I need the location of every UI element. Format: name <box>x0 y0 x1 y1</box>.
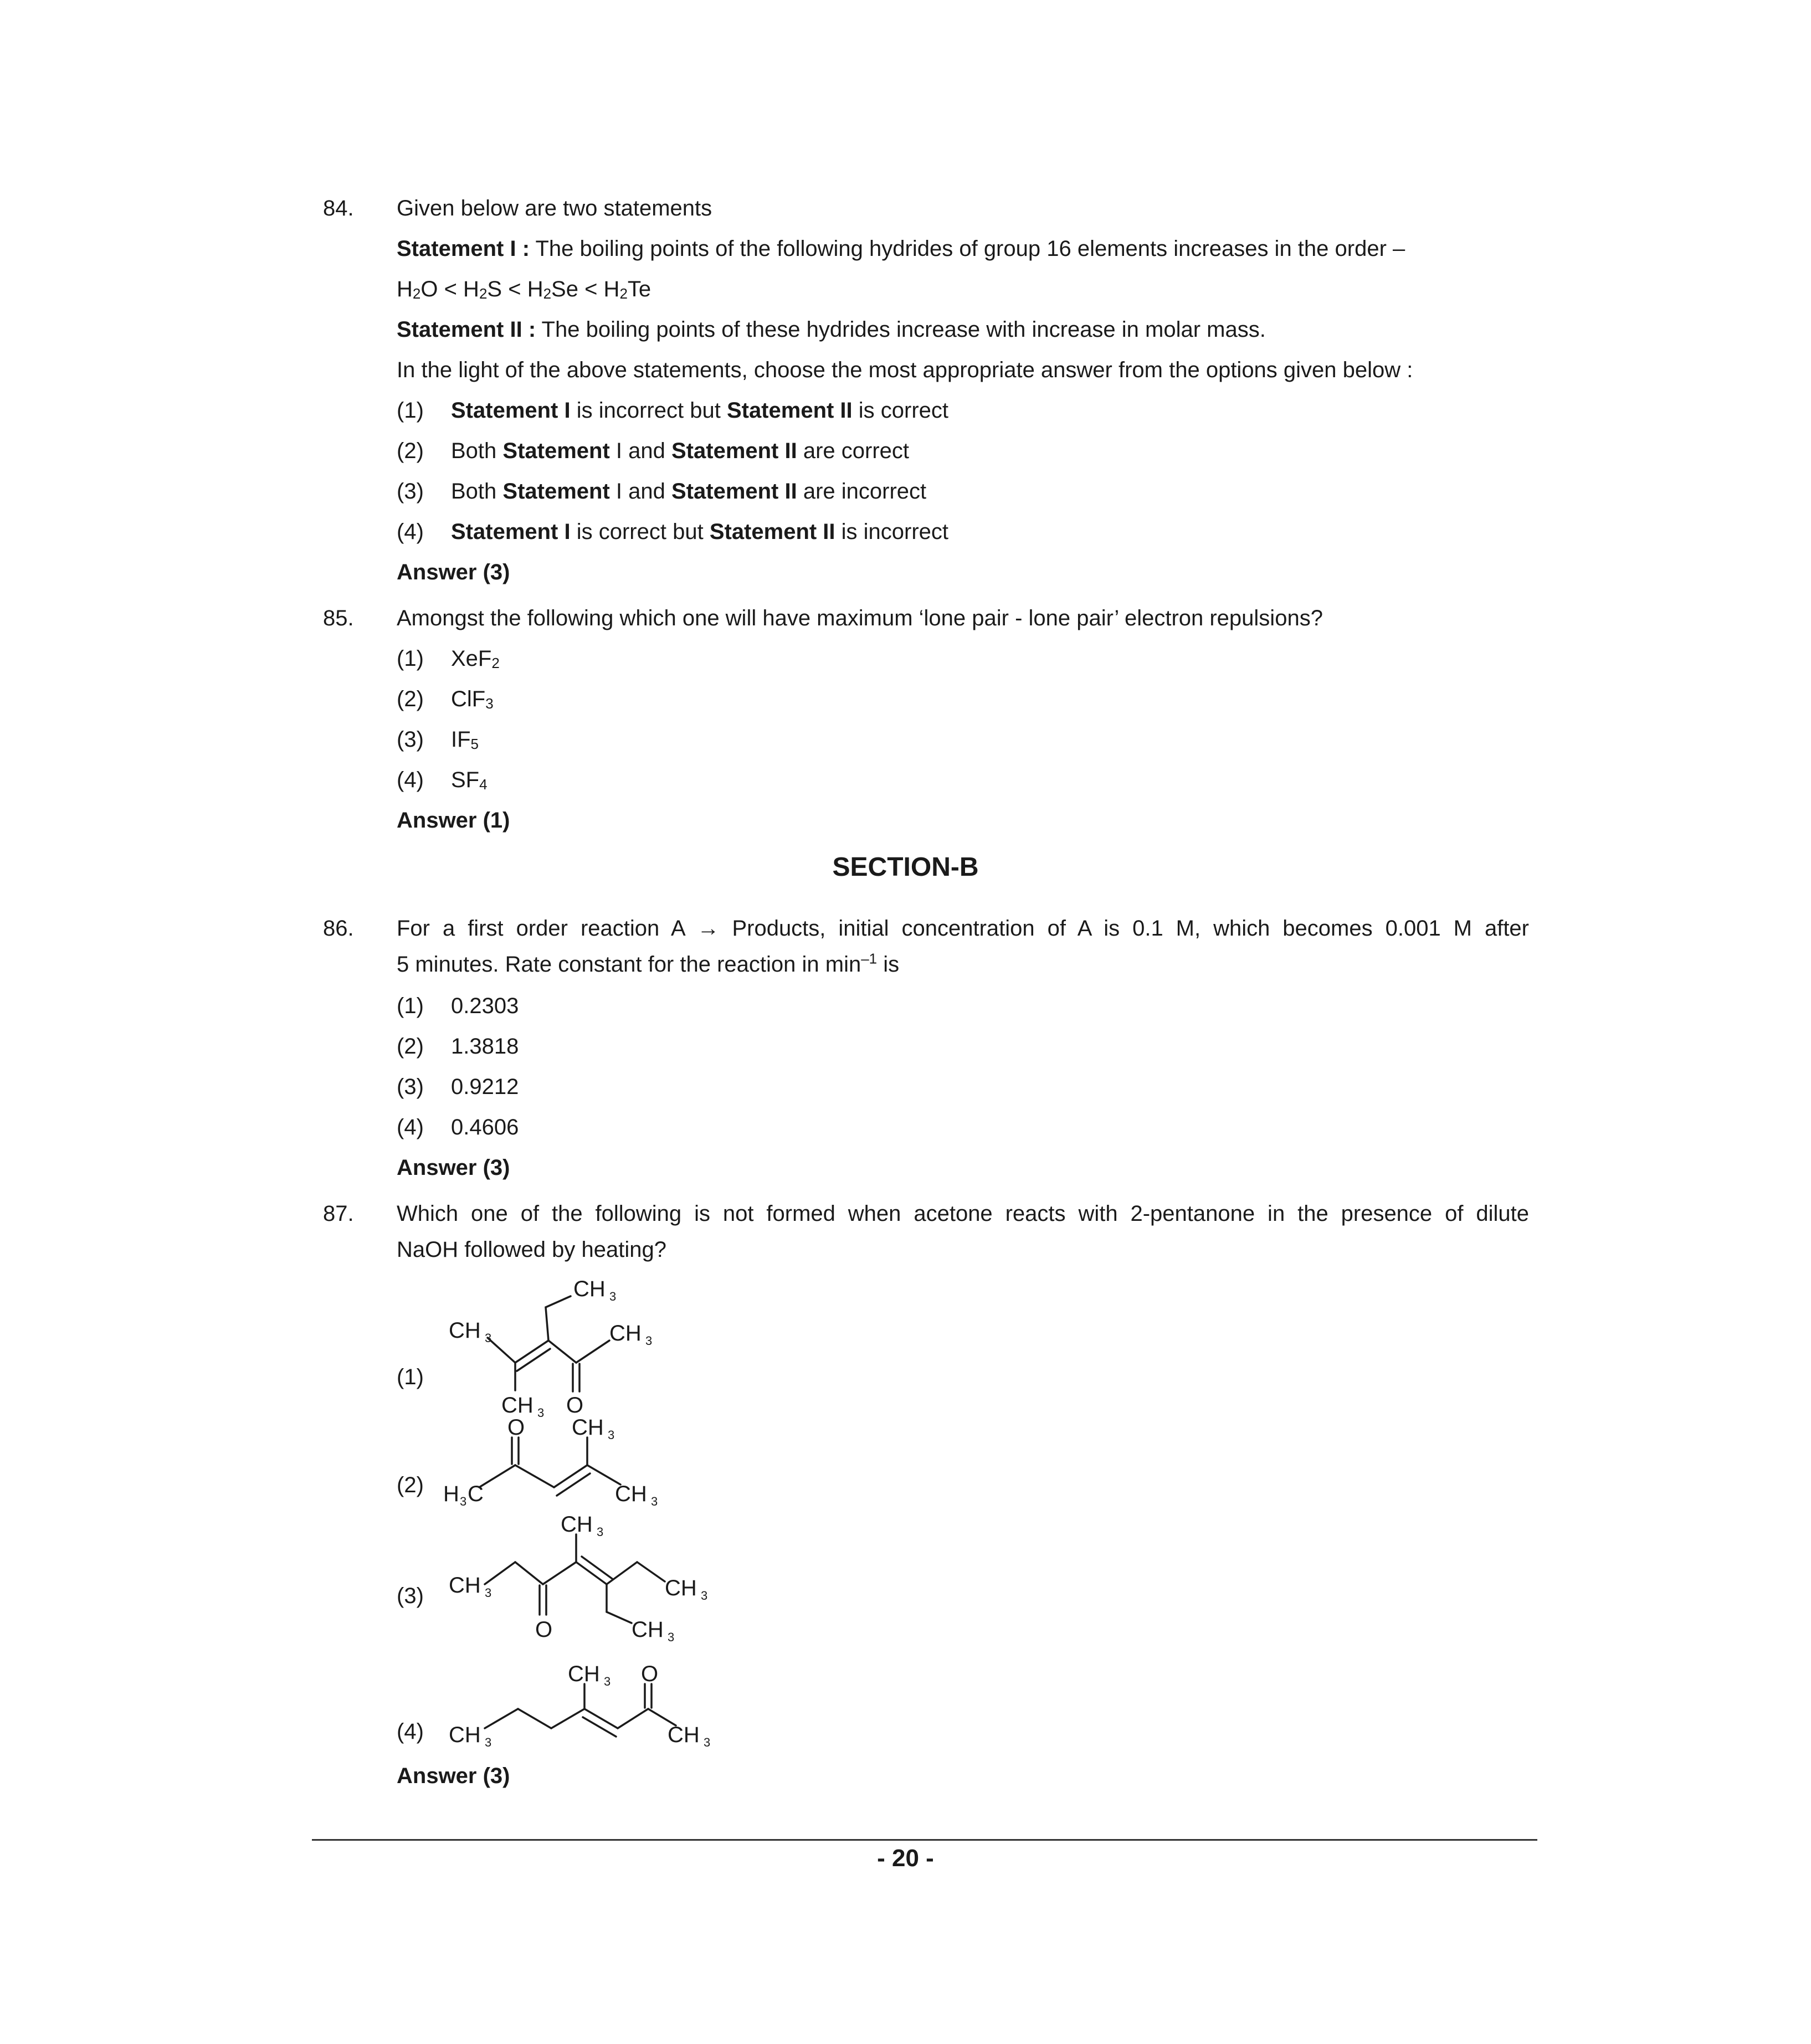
option: (3) <box>397 1584 424 1608</box>
svg-text:CH: CH <box>572 1415 604 1440</box>
svg-text:3: 3 <box>701 1589 708 1603</box>
svg-text:3: 3 <box>668 1630 675 1644</box>
question-text: Which one of the following is not formed when acetone reacts with 2-pentanone in the presence of dilute <box>397 1201 1529 1226</box>
option: (4) <box>397 1719 424 1744</box>
structure-option-2 <box>443 1413 676 1512</box>
svg-text:CH: CH <box>501 1393 533 1418</box>
question-text: NaOH followed by heating? <box>397 1237 666 1262</box>
question-text: Given below are two statements <box>397 196 712 220</box>
svg-text:CH: CH <box>449 1573 481 1598</box>
svg-text:3: 3 <box>651 1495 658 1508</box>
svg-text:O: O <box>535 1617 553 1642</box>
svg-text:3: 3 <box>604 1675 611 1688</box>
question-number: 85. <box>323 606 354 630</box>
option: (2) Both Statement I and Statement II are correct <box>397 439 910 463</box>
statement-label: Statement I : <box>397 237 530 261</box>
option: (4) $SF_4$ <box>397 768 488 793</box>
svg-text:CH: CH <box>665 1576 697 1600</box>
question-text: For a first order reaction A → Products, initial concentration of A is 0.1 M, which becomes 0.001 M after <box>397 916 1529 941</box>
hydride-order: $H_2O < H_2S < H_2Se < H_2Te$ <box>397 277 651 302</box>
question-number: 86. <box>323 916 354 941</box>
question-text: Amongst the following which one will have maximum ‘lone pair - lone pair’ electron repulsions? <box>397 606 1323 630</box>
svg-text:3: 3 <box>645 1334 653 1348</box>
svg-text:3: 3 <box>460 1495 467 1508</box>
svg-text:3: 3 <box>485 1586 492 1600</box>
statement-label: Statement II : <box>397 317 536 342</box>
svg-text:3: 3 <box>485 1331 492 1345</box>
statement-one <box>397 234 1405 263</box>
svg-text:H: H <box>443 1482 459 1506</box>
option: (2) 1.3818 <box>397 1034 519 1059</box>
structure-option-1 <box>438 1268 726 1418</box>
statement-text: The boiling points of these hydrides increase with increase in molar mass. <box>536 317 1266 342</box>
svg-text:CH: CH <box>449 1318 481 1343</box>
option: (1) Statement I is incorrect but Statement II is correct <box>397 398 949 423</box>
svg-text:3: 3 <box>597 1525 604 1539</box>
option: (3) $IF_5$ <box>397 727 479 752</box>
svg-text:CH: CH <box>668 1723 700 1747</box>
option: (3) 0.9212 <box>397 1075 519 1099</box>
svg-text:CH: CH <box>561 1512 593 1537</box>
svg-text:O: O <box>507 1415 525 1440</box>
svg-text:3: 3 <box>704 1735 711 1749</box>
svg-text:CH: CH <box>449 1723 481 1747</box>
svg-text:O: O <box>566 1393 584 1418</box>
footer-divider <box>312 1839 1537 1841</box>
chem-label: CH <box>573 1277 606 1301</box>
svg-text:CH: CH <box>609 1321 642 1345</box>
page-number: - 20 - <box>877 1845 934 1872</box>
section-heading: SECTION-B <box>832 852 979 882</box>
option: (1) XeF$_2$ <box>397 646 500 671</box>
svg-text:3: 3 <box>485 1735 492 1749</box>
svg-text:3: 3 <box>608 1428 615 1442</box>
structure-option-3 <box>443 1509 731 1659</box>
svg-text:C: C <box>468 1482 484 1506</box>
question-number: 87. <box>323 1201 354 1226</box>
svg-text:CH: CH <box>615 1482 647 1506</box>
question-text: 5 minutes. Rate constant for the reaction in $\min^{-1}$ is <box>397 950 900 977</box>
svg-text:3: 3 <box>609 1290 617 1303</box>
answer: Answer (3) <box>397 560 510 584</box>
option: (3) Both Statement I and Statement II are incorrect <box>397 479 927 504</box>
svg-text:3: 3 <box>537 1406 545 1420</box>
option: (4) Statement I is correct but Statement II is incorrect <box>397 520 949 544</box>
answer: Answer (3) <box>397 1764 510 1788</box>
statement-two <box>397 315 1266 344</box>
svg-text:O: O <box>641 1662 659 1686</box>
option: (2) <box>397 1473 424 1497</box>
svg-text:CH: CH <box>632 1617 664 1642</box>
answer: Answer (3) <box>397 1155 510 1180</box>
answer: Answer (1) <box>397 808 510 833</box>
option: (1) <box>397 1365 424 1389</box>
statement-text: The boiling points of the following hydrides of group 16 elements increases in the order – <box>530 237 1405 261</box>
option: (4) 0.4606 <box>397 1115 519 1139</box>
instruction-text: In the light of the above statements, choose the most appropriate answer from the options given below : <box>397 358 1413 382</box>
svg-text:CH: CH <box>568 1662 600 1686</box>
question-number: 84. <box>323 196 354 220</box>
option: (2) ClF$_3$ <box>397 687 494 712</box>
option: (1) 0.2303 <box>397 994 519 1018</box>
structure-option-4 <box>443 1659 731 1753</box>
